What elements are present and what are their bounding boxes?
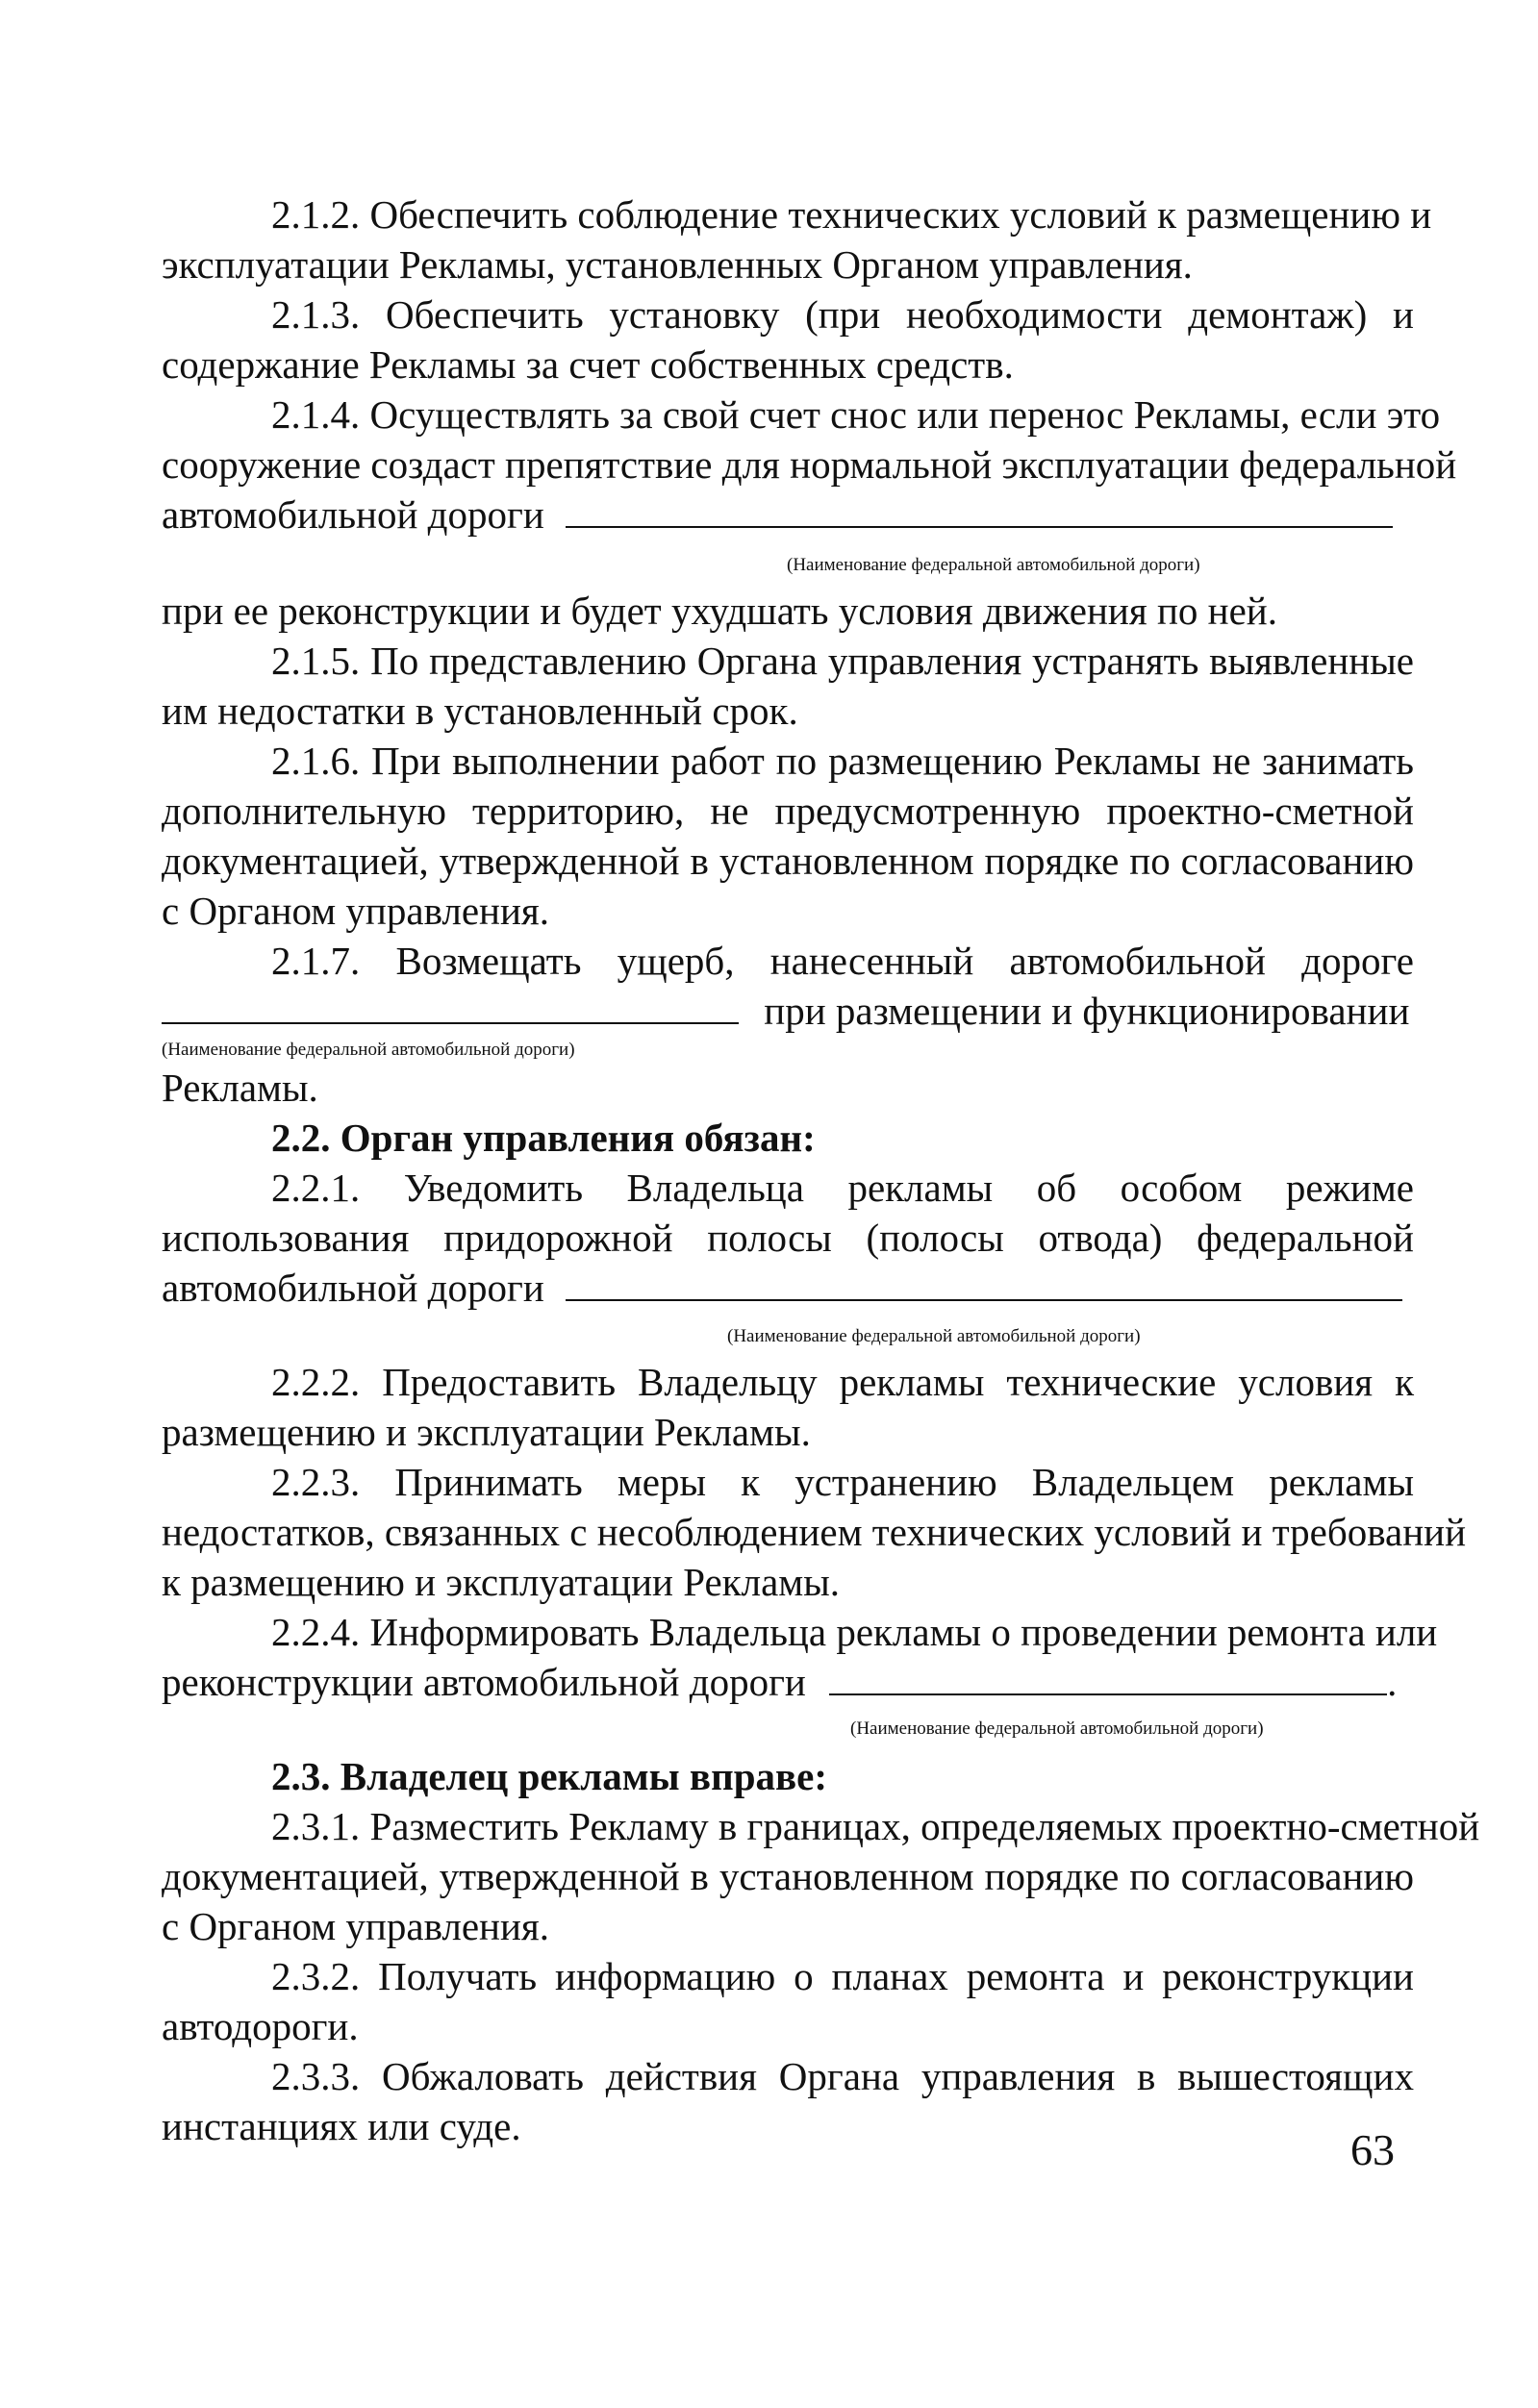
paragraph-2-3-1-line: 2.3.1. Разместить Рекламу в границах, определяемых проектно-сметной — [271, 1804, 1480, 1848]
paragraph-2-2-4-line: 2.2.4. Информировать Владельца рекламы о проведении ремонта или — [271, 1610, 1438, 1654]
section-heading-2-3: 2.3. Владелец рекламы вправе: — [271, 1754, 827, 1798]
road-name-caption: (Наименование федеральной автомобильной дороги) — [727, 1326, 1141, 1346]
road-name-blank — [566, 493, 1393, 528]
paragraph-2-3-2-line: автодороги. — [162, 2004, 359, 2048]
page-number: 63 — [1350, 2125, 1395, 2174]
paragraph-2-1-4-line — [162, 490, 1414, 539]
paragraph-2-1-4-line: сооружение создаст препятствие для нормальной эксплуатации федеральной — [162, 442, 1457, 487]
paragraph-2-1-6-line: с Органом управления. — [162, 889, 550, 933]
paragraph-2-2-1-line: использования придорожной полосы (полосы отвода) федеральной — [162, 1216, 1414, 1260]
paragraph-2-1-7-text: при размещении и функционировании — [764, 989, 1410, 1033]
paragraph-2-2-1-line — [162, 1264, 1414, 1312]
paragraph-2-1-2-line: 2.1.2. Обеспечить соблюдение технических условий к размещению и — [271, 192, 1432, 237]
paragraph-2-3-3-line: 2.3.3. Обжаловать действия Органа управления в вышестоящих — [271, 2054, 1414, 2098]
paragraph-2-1-2-line: эксплуатации Рекламы, установленных Органом управления. — [162, 242, 1193, 287]
paragraph-2-3-1-line: с Органом управления. — [162, 1904, 550, 1948]
paragraph-2-2-4-line — [162, 1658, 1414, 1706]
paragraph-2-2-4-period: . — [1387, 1660, 1398, 1704]
paragraph-2-1-6-line: 2.1.6. При выполнении работ по размещению Рекламы не занимать — [271, 739, 1414, 783]
paragraph-2-1-3-line: 2.1.3. Обеспечить установку (при необходимости демонтаж) и — [271, 292, 1414, 337]
paragraph-2-1-4-text: автомобильной дороги — [162, 492, 544, 537]
paragraph-2-1-6-line: дополнительную территорию, не предусмотренную проектно-сметной — [162, 789, 1414, 833]
paragraph-2-1-7-line: 2.1.7. Возмещать ущерб, нанесенный автомобильной дороге — [271, 939, 1414, 983]
paragraph-2-2-1-text: автомобильной дороги — [162, 1266, 544, 1310]
paragraph-2-2-2-line: размещению и эксплуатации Рекламы. — [162, 1410, 811, 1454]
road-name-blank — [829, 1661, 1387, 1695]
section-heading-2-2: 2.2. Орган управления обязан: — [271, 1116, 816, 1160]
paragraph-2-1-5-line: 2.1.5. По представлению Органа управления устранять выявленные — [271, 639, 1414, 683]
paragraph-2-3-1-line: документацией, утвержденной в установленном порядке по согласованию — [162, 1854, 1414, 1898]
paragraph-2-2-3-line: недостатков, связанных с несоблюдением технических условий и требований — [162, 1510, 1467, 1554]
paragraph-2-2-4-text: реконструкции автомобильной дороги — [162, 1660, 806, 1704]
road-name-blank — [162, 990, 739, 1024]
paragraph-2-2-2-line: 2.2.2. Предоставить Владельцу рекламы технические условия к — [271, 1360, 1414, 1404]
paragraph-2-2-3-line: 2.2.3. Принимать меры к устранению Владельцем рекламы — [271, 1460, 1414, 1504]
paragraph-2-1-3-line: содержание Рекламы за счет собственных средств. — [162, 342, 1014, 387]
paragraph-2-1-6-line: документацией, утвержденной в установленном порядке по согласованию — [162, 839, 1414, 883]
road-name-caption: (Наименование федеральной автомобильной дороги) — [850, 1718, 1264, 1739]
paragraph-2-1-4-line: 2.1.4. Осуществлять за свой счет снос или перенос Рекламы, если это — [271, 392, 1441, 437]
road-name-blank — [566, 1267, 1402, 1301]
paragraph-2-3-3-line: инстанциях или суде. — [162, 2104, 521, 2148]
road-name-caption: (Наименование федеральной автомобильной дороги) — [787, 555, 1200, 575]
paragraph-2-2-3-line: к размещению и эксплуатации Рекламы. — [162, 1560, 841, 1604]
paragraph-2-1-7-line — [162, 987, 1414, 1035]
paragraph-2-1-7-line: Рекламы. — [162, 1066, 318, 1110]
paragraph-2-1-4-line: при ее реконструкции и будет ухудшать условия движения по ней. — [162, 589, 1277, 633]
paragraph-2-2-1-line: 2.2.1. Уведомить Владельца рекламы об особом режиме — [271, 1166, 1414, 1210]
paragraph-2-3-2-line: 2.3.2. Получать информацию о планах ремонта и реконструкции — [271, 1954, 1414, 1998]
paragraph-2-1-5-line: им недостатки в установленный срок. — [162, 689, 798, 733]
road-name-caption: (Наименование федеральной автомобильной дороги) — [162, 1040, 575, 1060]
